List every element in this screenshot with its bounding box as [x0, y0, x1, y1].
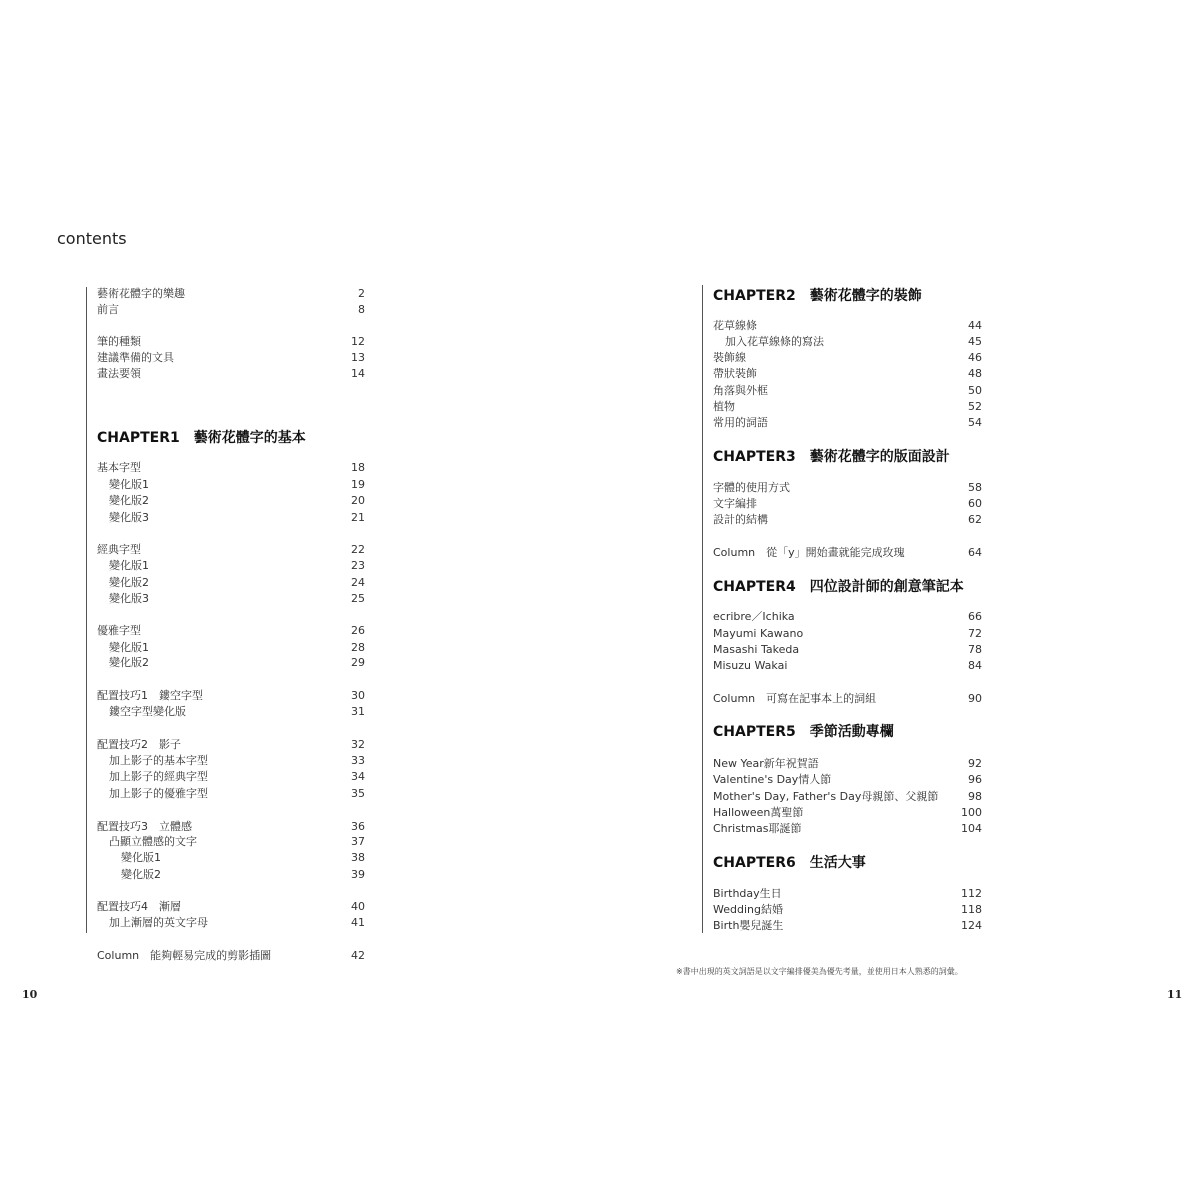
chapter-title: 季節活動專欄 — [809, 724, 894, 740]
toc-entry-page: 37 — [351, 835, 365, 848]
toc-entry-title: 常用的詞語 — [713, 416, 768, 429]
toc-entry — [713, 658, 982, 674]
toc-entry-title: 基本字型 — [97, 461, 141, 474]
toc-entry — [713, 626, 982, 642]
toc-entry-title: 變化版2 — [109, 656, 149, 669]
chapter-number: CHAPTER1 — [97, 430, 180, 446]
toc-entry — [97, 350, 365, 366]
toc-entry — [713, 609, 982, 625]
toc-entry-title: 帶狀裝飾 — [713, 367, 757, 380]
toc-entry-title: 變化版3 — [109, 592, 149, 605]
toc-entry — [97, 655, 365, 671]
toc-entry-page: 96 — [968, 773, 982, 786]
toc-entry-page: 52 — [968, 400, 982, 413]
toc-entry-page: 58 — [968, 481, 982, 494]
chapter-number: CHAPTER4 — [713, 579, 796, 595]
toc-entry — [713, 415, 982, 431]
toc-entry-page: 35 — [351, 787, 365, 800]
toc-entry-title: 加上漸層的英文字母 — [109, 916, 208, 929]
toc-entry-page: 22 — [351, 543, 365, 556]
right-page-number: 11 — [1167, 988, 1183, 1001]
toc-entry-page: 25 — [351, 592, 365, 605]
contents-heading: contents — [57, 229, 127, 248]
toc-entry-title: 角落與外框 — [713, 384, 768, 397]
toc-entry-title: Valentine's Day情人節 — [713, 773, 832, 786]
toc-entry-page: 112 — [961, 887, 982, 900]
toc-entry — [713, 399, 982, 415]
toc-entry-page: 118 — [961, 903, 982, 916]
toc-entry-title: 建議準備的文具 — [97, 351, 174, 364]
toc-entry-title: Misuzu Wakai — [713, 659, 788, 672]
toc-entry-page: 18 — [351, 461, 365, 474]
toc-entry-title: 變化版1 — [121, 851, 161, 864]
toc-entry-page: 48 — [968, 367, 982, 380]
toc-entry — [713, 789, 982, 805]
toc-entry-page: 19 — [351, 478, 365, 491]
toc-entry-title: 前言 — [97, 303, 119, 316]
right-vertical-rule — [702, 285, 703, 933]
toc-entry-page: 84 — [968, 659, 982, 672]
toc-entry — [713, 366, 982, 382]
toc-entry — [97, 737, 365, 753]
footnote: ※書中出現的英文詞語是以文字編排優美為優先考量，並使用日本人熟悉的詞彙。 — [676, 967, 963, 976]
toc-entry — [97, 591, 365, 607]
toc-entry-page: 90 — [968, 692, 982, 705]
toc-entry-page: 40 — [351, 900, 365, 913]
toc-entry-title: Column 能夠輕易完成的剪影插圖 — [97, 949, 272, 962]
toc-entry-page: 34 — [351, 770, 365, 783]
toc-entry-page: 54 — [968, 416, 982, 429]
toc-entry — [97, 786, 365, 802]
toc-entry — [97, 753, 365, 769]
toc-entry — [713, 512, 982, 528]
toc-entry-title: 變化版1 — [109, 478, 149, 491]
toc-entry — [713, 642, 982, 658]
toc-entry-page: 31 — [351, 705, 365, 718]
toc-entry-title: Column 可寫在記事本上的詞組 — [713, 692, 877, 705]
toc-entry — [713, 805, 982, 821]
chapter-heading — [713, 721, 982, 743]
chapter-number: CHAPTER6 — [713, 855, 796, 871]
toc-entry — [97, 640, 365, 656]
chapter-number: CHAPTER2 — [713, 288, 796, 304]
toc-entry — [97, 558, 365, 574]
toc-entry-page: 124 — [961, 919, 982, 932]
toc-entry-title: 設計的結構 — [713, 513, 768, 526]
toc-entry-page: 23 — [351, 559, 365, 572]
toc-entry-title: Mayumi Kawano — [713, 627, 804, 640]
toc-entry-title: Halloween萬聖節 — [713, 806, 804, 819]
toc-entry-title: 變化版2 — [109, 576, 149, 589]
toc-entry — [97, 819, 365, 835]
toc-entry-page: 64 — [968, 546, 982, 559]
toc-entry-page: 30 — [351, 689, 365, 702]
toc-entry — [713, 545, 982, 561]
toc-entry-page: 78 — [968, 643, 982, 656]
toc-entry-title: 筆的種類 — [97, 335, 141, 348]
chapter-title: 生活大事 — [809, 855, 866, 871]
toc-entry-title: New Year新年祝賀語 — [713, 757, 819, 770]
chapter-title: 四位設計師的創意筆記本 — [809, 579, 964, 595]
toc-entry-page: 66 — [968, 610, 982, 623]
toc-entry-page: 21 — [351, 511, 365, 524]
toc-entry-title: 鏤空字型變化版 — [109, 705, 186, 718]
toc-entry — [713, 886, 982, 902]
toc-entry-title: 字體的使用方式 — [713, 481, 790, 494]
toc-entry-page: 50 — [968, 384, 982, 397]
toc-entry-page: 33 — [351, 754, 365, 767]
toc-entry — [97, 477, 365, 493]
toc-entry-title: Column 從「y」開始畫就能完成玫瑰 — [713, 546, 905, 559]
toc-entry-page: 32 — [351, 738, 365, 751]
toc-entry-page: 12 — [351, 335, 365, 348]
toc-entry-title: Christmas耶誕節 — [713, 822, 802, 835]
toc-entry-title: 加上影子的優雅字型 — [109, 787, 208, 800]
toc-entry-title: 經典字型 — [97, 543, 141, 556]
toc-entry-title: 花草線條 — [713, 319, 757, 332]
toc-entry — [713, 480, 982, 496]
toc-entry-page: 29 — [351, 656, 365, 669]
toc-entry — [97, 867, 365, 883]
toc-entry-page: 36 — [351, 820, 365, 833]
toc-entry-page: 45 — [968, 335, 982, 348]
toc-entry — [97, 899, 365, 915]
toc-entry-page: 100 — [961, 806, 982, 819]
toc-entry-title: 配置技巧3 立體感 — [97, 820, 192, 833]
toc-entry-page: 42 — [351, 949, 365, 962]
toc-entry-title: 變化版2 — [109, 494, 149, 507]
toc-entry — [97, 623, 365, 639]
toc-entry — [97, 286, 365, 302]
chapter-heading — [713, 576, 982, 598]
toc-entry — [97, 575, 365, 591]
toc-entry-page: 92 — [968, 757, 982, 770]
chapter-heading — [713, 852, 982, 874]
toc-entry — [713, 691, 982, 707]
toc-entry-title: 藝術花體字的樂趣 — [97, 287, 185, 300]
toc-entry-title: Birthday生日 — [713, 887, 782, 900]
toc-entry-title: 文字編排 — [713, 497, 757, 510]
toc-entry-title: 凸顯立體感的文字 — [109, 835, 197, 848]
toc-entry-page: 41 — [351, 916, 365, 929]
chapter-title: 藝術花體字的基本 — [193, 430, 306, 446]
toc-entry — [97, 334, 365, 350]
toc-entry-title: 配置技巧2 影子 — [97, 738, 181, 751]
toc-entry-page: 44 — [968, 319, 982, 332]
toc-entry — [97, 510, 365, 526]
toc-entry — [97, 366, 365, 382]
toc-entry — [713, 918, 982, 934]
toc-entry-title: 加入花草線條的寫法 — [725, 335, 824, 348]
chapter-heading — [97, 427, 365, 449]
toc-entry-page: 28 — [351, 641, 365, 654]
toc-entry — [713, 318, 982, 334]
toc-entry-title: 變化版1 — [109, 641, 149, 654]
toc-entry-title: Wedding結婚 — [713, 903, 783, 916]
chapter-title: 藝術花體字的裝飾 — [809, 288, 922, 304]
toc-entry-page: 38 — [351, 851, 365, 864]
toc-entry-title: 裝飾線 — [713, 351, 746, 364]
toc-entry — [713, 334, 982, 350]
toc-entry-title: 加上影子的基本字型 — [109, 754, 208, 767]
chapter-number: CHAPTER3 — [713, 449, 796, 465]
toc-entry — [713, 350, 982, 366]
toc-entry-page: 62 — [968, 513, 982, 526]
toc-entry — [713, 821, 982, 837]
left-page-number: 10 — [22, 988, 38, 1001]
toc-entry-page: 26 — [351, 624, 365, 637]
chapter-number: CHAPTER5 — [713, 724, 796, 740]
toc-entry-title: 畫法要領 — [97, 367, 141, 380]
toc-entry-title: 變化版2 — [121, 868, 161, 881]
toc-entry-page: 39 — [351, 868, 365, 881]
toc-entry — [713, 496, 982, 512]
toc-entry — [97, 688, 365, 704]
toc-entry-page: 98 — [968, 790, 982, 803]
toc-entry — [713, 756, 982, 772]
toc-entry-page: 24 — [351, 576, 365, 589]
toc-entry — [97, 302, 365, 318]
toc-entry — [713, 902, 982, 918]
toc-entry-page: 14 — [351, 367, 365, 380]
toc-entry-page: 20 — [351, 494, 365, 507]
toc-entry-page: 60 — [968, 497, 982, 510]
toc-entry-title: 配置技巧1 鏤空字型 — [97, 689, 203, 702]
toc-entry — [97, 460, 365, 476]
toc-entry-title: 變化版1 — [109, 559, 149, 572]
toc-entry — [97, 850, 365, 866]
toc-entry-page: 72 — [968, 627, 982, 640]
toc-entry — [713, 383, 982, 399]
toc-entry-title: Mother's Day, Father's Day母親節、父親節 — [713, 790, 939, 803]
toc-entry — [713, 772, 982, 788]
toc-entry-title: 加上影子的經典字型 — [109, 770, 208, 783]
toc-entry — [97, 915, 365, 931]
toc-entry-title: 配置技巧4 漸層 — [97, 900, 181, 913]
toc-entry-title: Masashi Takeda — [713, 643, 800, 656]
toc-entry-title: Birth嬰兒誕生 — [713, 919, 784, 932]
toc-entry — [97, 769, 365, 785]
toc-entry-title: 變化版3 — [109, 511, 149, 524]
toc-entry-page: 8 — [358, 303, 365, 316]
chapter-heading — [713, 285, 982, 307]
toc-entry — [97, 542, 365, 558]
toc-entry-title: ecribre／Ichika — [713, 610, 795, 623]
chapter-heading — [713, 446, 982, 468]
toc-entry — [97, 704, 365, 720]
toc-entry — [97, 493, 365, 509]
toc-entry-page: 46 — [968, 351, 982, 364]
left-vertical-rule — [86, 287, 87, 933]
toc-entry — [97, 834, 365, 850]
toc-entry-page: 13 — [351, 351, 365, 364]
toc-entry-title: 優雅字型 — [97, 624, 141, 637]
toc-entry-title: 植物 — [713, 400, 735, 413]
chapter-title: 藝術花體字的版面設計 — [809, 449, 950, 465]
toc-entry — [97, 948, 365, 964]
toc-entry-page: 2 — [358, 287, 365, 300]
toc-entry-page: 104 — [961, 822, 982, 835]
